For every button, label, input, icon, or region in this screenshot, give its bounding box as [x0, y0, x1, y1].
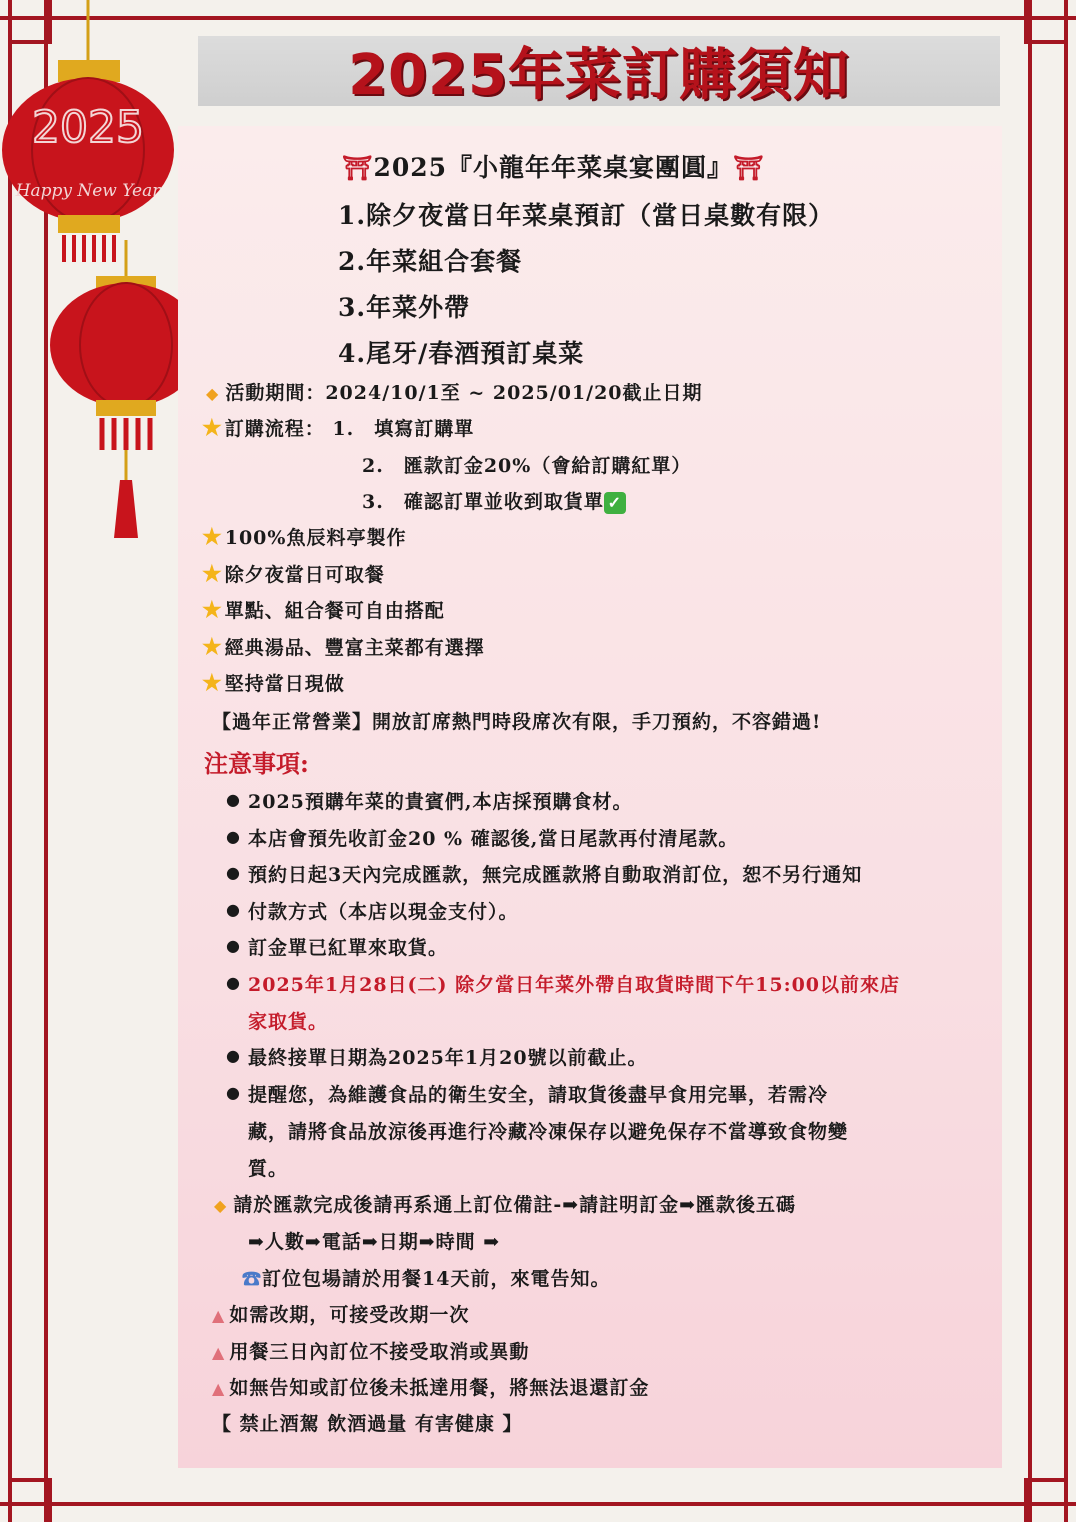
menu-heading-row: [342, 148, 765, 184]
bullet: ●: [226, 827, 240, 846]
storage-note-line3: 質。: [248, 1158, 289, 1180]
star-icon: ★: [202, 415, 223, 441]
lantern-greeting: Happy New Year: [15, 181, 161, 201]
storage-note-line1: 提醒您，為維護食品的衛生安全，請取貨後盡早食用完畢，若需冷: [248, 1084, 829, 1106]
deadline-note: 最終接單日期為2025年1月20號以前截止。: [248, 1047, 648, 1069]
menu-item: 1.除夕夜當日年菜桌預訂（當日桌數有限）: [338, 201, 835, 230]
triangle-icon: ▲: [212, 1343, 226, 1362]
triangle-icon: ▲: [212, 1379, 226, 1398]
star-icon: ★: [202, 597, 223, 623]
warning-text: 【 禁止酒駕 飲酒過量 有害健康 】: [212, 1413, 523, 1435]
frame-bottom: [0, 1502, 1076, 1506]
torii-icon: ⛩: [342, 153, 374, 182]
note-item: 訂金單已紅單來取貨。: [248, 937, 449, 959]
lantern-year: 2025: [32, 102, 144, 153]
feature-text: 100%魚辰料亭製作: [224, 527, 407, 549]
feature-text: 單點、組合餐可自由搭配: [224, 600, 445, 622]
menu-item: 2.年菜組合套餐: [338, 247, 523, 276]
title-banner: [198, 36, 1000, 106]
star-icon: ★: [202, 524, 223, 550]
feature-row: [202, 560, 385, 587]
storage-note-line2: 藏，請將食品放涼後再進行冷藏冷凍保存以避免保存不當導致食物變: [248, 1121, 849, 1143]
pickup-note-line1: 2025年1月28日(二) 除夕當日年菜外帶自取貨時間下午15:00以前來店: [248, 974, 901, 996]
feature-row: [202, 633, 485, 660]
page-title: 2025年菜訂購須知: [348, 43, 850, 108]
notes-title: 注意事項:: [204, 749, 309, 778]
feature-row: [202, 669, 345, 696]
star-icon: ★: [202, 561, 223, 587]
feature-row: [202, 523, 406, 550]
bullet: ●: [226, 863, 240, 882]
check-icon: ✓: [604, 492, 626, 514]
period-text: 活動期間：2024/10/1至 ~ 2025/01/20截止日期: [225, 382, 703, 404]
feature-row: [202, 596, 445, 623]
process-row: [202, 414, 474, 441]
bullet: ●: [226, 790, 240, 809]
star-icon: ★: [202, 634, 223, 660]
frame-corner-bl: [8, 1478, 52, 1522]
feature-text: 堅持當日現做: [224, 673, 345, 695]
pickup-note-line2: 家取貨。: [248, 1011, 329, 1033]
remit-line1: 請於匯款完成後請再系通上訂位備註-➡請註明訂金➡匯款後五碼: [233, 1194, 797, 1216]
menu-item: 4.尾牙/春酒預訂桌菜: [338, 339, 585, 368]
bullet: ●: [226, 900, 240, 919]
menu-heading: 2025『小龍年年菜桌宴團圓』: [373, 153, 734, 182]
rule-row: [212, 1373, 649, 1400]
rule-text: 如無告知或訂位後未抵達用餐，將無法退還訂金: [229, 1377, 650, 1399]
diamond-icon: ◆: [214, 1196, 228, 1215]
feature-text: 經典湯品、豐富主菜都有選擇: [224, 637, 485, 659]
bullet: ●: [226, 1083, 240, 1102]
frame-corner-br: [1024, 1478, 1068, 1522]
period-row: [206, 378, 703, 405]
frame-corner-tr: [1024, 0, 1068, 44]
rule-text: 如需改期，可接受改期一次: [229, 1304, 470, 1326]
rule-row: [212, 1300, 469, 1327]
process-label: 訂購流程：: [224, 418, 325, 440]
remit-line2: ➡人數➡電話➡日期➡時間 ➡: [248, 1231, 501, 1253]
diamond-icon: ◆: [206, 384, 220, 403]
process-step-row: [362, 487, 626, 514]
bullet: ●: [226, 936, 240, 955]
phone-icon: ☎: [242, 1268, 263, 1290]
triangle-icon: ▲: [212, 1306, 226, 1325]
frame-right-outer: [1064, 0, 1068, 1522]
feature-text: 除夕夜當日可取餐: [224, 564, 385, 586]
frame-right-inner: [1028, 0, 1032, 1522]
remit-row3: [242, 1264, 610, 1291]
business-notice: 【過年正常營業】開放訂席熱門時段席次有限，手刀預約，不容錯過!: [212, 711, 822, 733]
rule-row: [212, 1337, 529, 1364]
bullet: ●: [226, 973, 240, 992]
menu-item: 3.年菜外帶: [338, 293, 471, 322]
note-item: 付款方式（本店以現金支付）。: [248, 901, 519, 923]
note-item: 本店會預先收訂金20 % 確認後,當日尾款再付清尾款。: [248, 828, 739, 850]
bullet: ●: [226, 1046, 240, 1065]
star-icon: ★: [202, 670, 223, 696]
process-step: 3. 確認訂單並收到取貨單: [362, 491, 604, 513]
remit-line3: 訂位包場請於用餐14天前，來電告知。: [262, 1268, 611, 1290]
torii-icon: ⛩: [733, 153, 765, 182]
rule-text: 用餐三日內訂位不接受取消或異動: [229, 1341, 530, 1363]
note-item: 2025預購年菜的貴賓們,本店採預購食材。: [248, 791, 633, 813]
remit-row: [214, 1190, 796, 1217]
note-item: 預約日起3天內完成匯款，無完成匯款將自動取消訂位，恕不另行通知: [248, 864, 863, 886]
process-step: 2. 匯款訂金20%（會給訂購紅單）: [362, 455, 692, 477]
process-step: 1. 填寫訂購單: [332, 418, 475, 440]
